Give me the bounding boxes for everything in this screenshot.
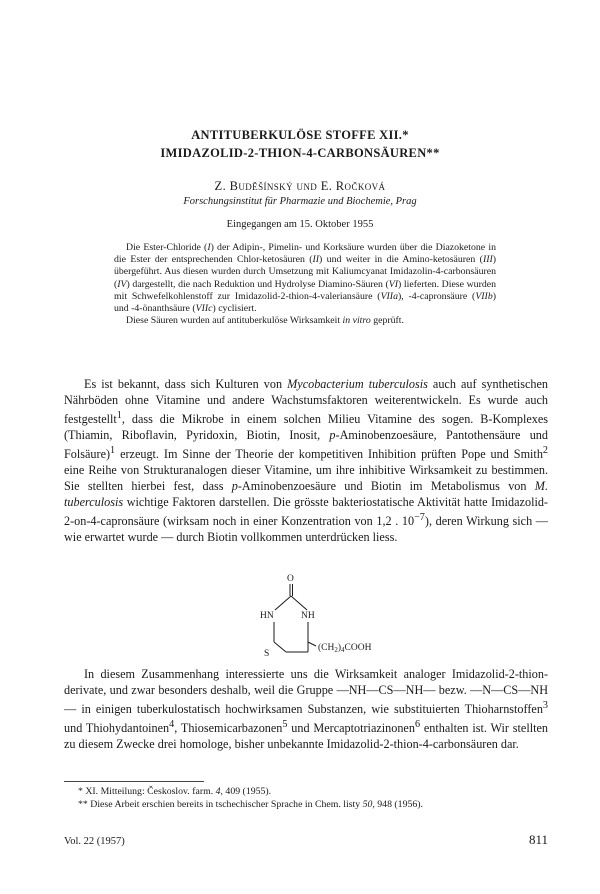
body-paragraph-1: Es ist bekannt, dass sich Kulturen von Mycobacterium tuberculosis auch auf synthetischen Nährböden ohne Vitamine und andere Wachstumsfaktoren weiterentwickeln. Es wurde auch festgestellt$^1$, dass die Mikrobe in einem solchen Milieu Vitamine des sogen. B-Komplexes (Thiamin, Riboflavin, Pyridoxin, Biotin, Inosit, p-Aminobenzoesäure, Pantothensäure und Folsäure)$^1$ erzeugt. Im Sinne der Theorie der kompetitiven Inhibition prüften Pope und Smith$^2$ eine Reihe von Strukturanalogen dieser Vitamine, um ihre inhibitive Wirksamkeit zu bestimmen. Sie stellten hierbei fest, dass p-Aminobenzoesäure und Biotin im Metabolismus von M. tuberculosis wichtige Faktoren darstellen. Die grösste bakteriostatische Aktivität hatte Imidazolid-2-on-4-capronsäure (wirksam noch in einer Konzentration von 1,2 . $10^{-7}$), deren Wirkung sich — wie erwartet wurde — durch Biotin vollkommen unterdrücken liess.	[64, 377, 548, 545]
structure-side-chain: $(CH_2)_4COOH$	[318, 643, 372, 654]
structure-oxygen-label: O	[287, 574, 294, 584]
footnote-divider	[64, 781, 204, 782]
received-date: Eingegangen am 15. Oktober 1955	[226, 219, 374, 230]
structure-nh-label: NH	[301, 611, 315, 621]
abstract-paragraph-1: Die Ester-Chloride (I) der Adipin-, Pimelin- und Korksäure wurden über die Diazoketone in die Ester der entsprechenden Chlor-ketosäuren (II) und weiter in die Amino-ketosäuren (III) übergeführt. Aus diesen wurden durch Umsetzung mit Kaliumcyanat Imidazolin-4-carbonsäuren (IV) dargestellt, die nach Reduktion und Hydrolyse Diamino-Säuren (VI) lieferten. Diese wurden mit Schwefelkohlenstoff zur Imidazolid-2-thion-4-valeriansäure (VIIa), -4-capronsäure (VIIb) und -4-önanthsäure (VIIc) cyclisiert.	[114, 242, 496, 315]
title-line-1: ANTITUBERKULÖSE STOFFE XII.*	[191, 128, 409, 142]
title-line-2: IMIDAZOLID-2-THION-4-CARBONSÄUREN**	[160, 146, 440, 160]
footnote-1: * XI. Mitteilung: Českoslov. farm. 4, 409 (1955).	[78, 786, 272, 797]
volume-info: Vol. 22 (1957)	[64, 836, 125, 847]
footnote-2: ** Diese Arbeit erschien bereits in tschechischer Sprache in Chem. listy 50, 948 (1956).	[78, 798, 423, 810]
affiliation: Forschungsinstitut für Pharmazie und Biochemie, Prag	[183, 196, 417, 207]
chemical-structure	[238, 572, 418, 664]
abstract	[114, 242, 496, 327]
structure-sulfur-label: S	[264, 649, 270, 659]
body-paragraph-2: In diesem Zusammenhang interessierte uns die Wirksamkeit analoger Imidazolid-2-thion-derivate, und zwar besonders deshalb, weil die Gruppe —NH—CS—NH— bezw. —N—CS—NH— in einigen tuberkulostatisch hochwirksamen Substanzen, wie substituierten Thioharnstoffen$^3$ und Thiohydantoinen$^4$, Thiosemicarbazonen$^5$ und Mercaptotriazinonen$^6$ enthalten ist. Wir stellten zu diesem Zwecke drei homologe, bisher unbekannte Imidazolid-2-thion-4-carbonsäuren dar.	[64, 667, 548, 752]
structure-hn-label: HN	[260, 611, 274, 621]
footnotes	[78, 786, 548, 811]
abstract-paragraph-2: Diese Säuren wurden auf antituberkulöse Wirksamkeit in vitro geprüft.	[126, 315, 404, 327]
page-number: 811	[528, 832, 548, 847]
authors: Z. Buděšínský und E. Ročková	[214, 179, 386, 193]
